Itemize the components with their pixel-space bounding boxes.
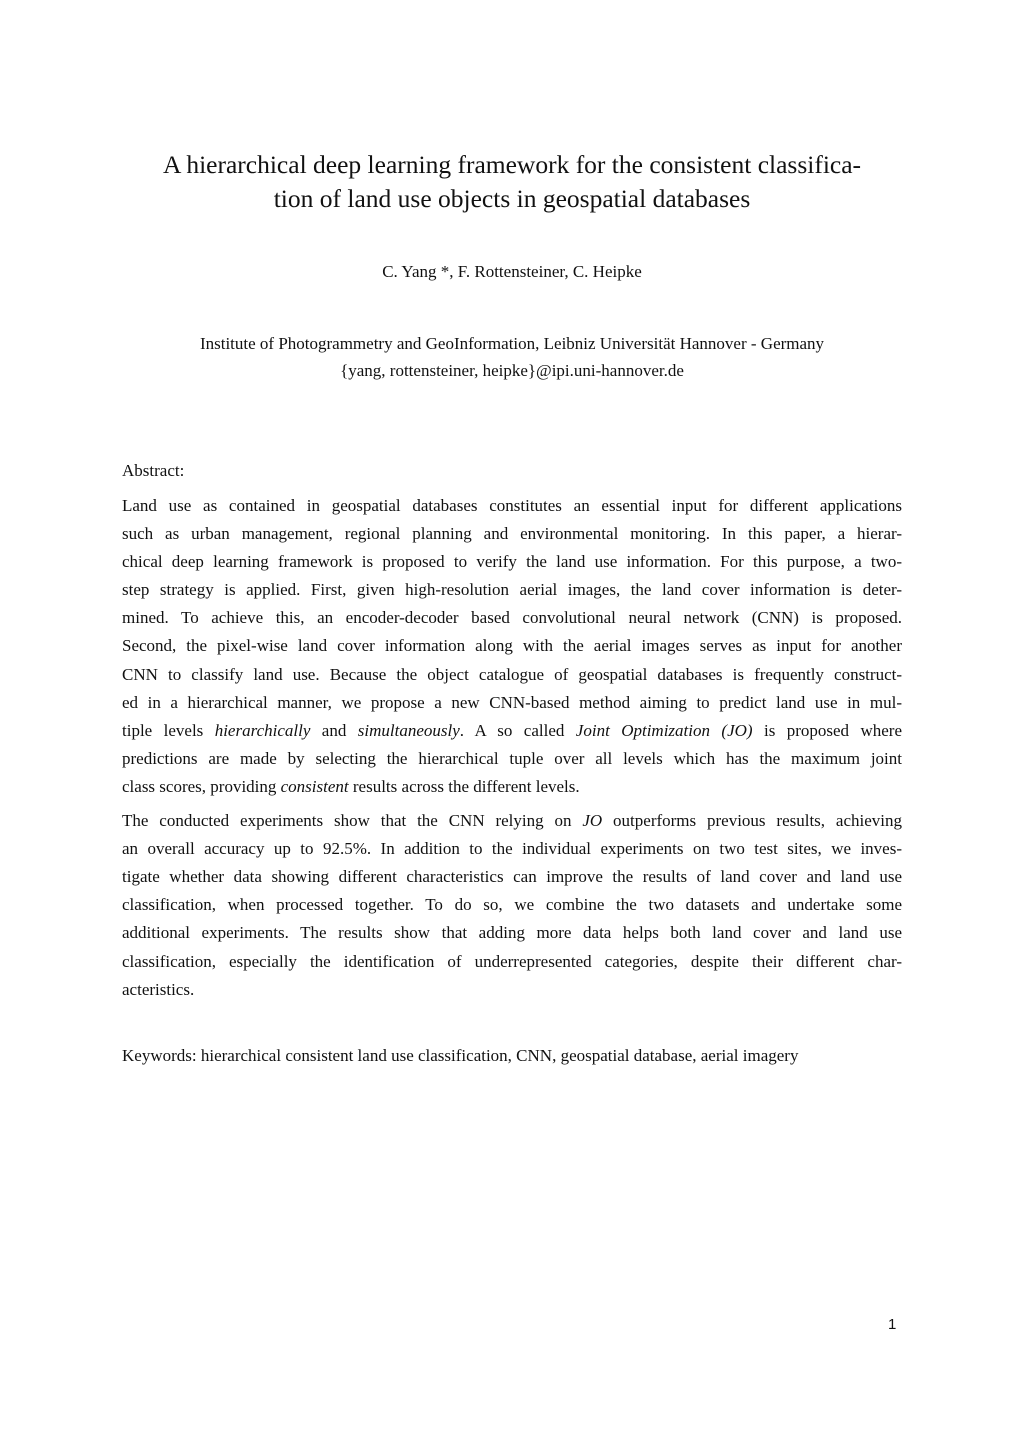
text-segment: is proposed where [752, 720, 903, 740]
abstract-body [122, 492, 902, 1004]
text-segment: tiple levels [122, 720, 215, 740]
text-line [122, 661, 902, 689]
text-line [122, 689, 902, 717]
text-segment: chical deep learning framework is proposed to verify the land use information. For this purpose, a two- [122, 552, 902, 572]
text-segment: class scores, providing [122, 776, 281, 796]
text-line [122, 604, 902, 632]
text-segment: classification, especially the identification of underrepresented categories, despite their different char- [122, 951, 902, 971]
text-segment: . A so called [459, 720, 576, 740]
text-line [122, 773, 902, 801]
text-segment: predictions are made by selecting the hierarchical tuple over all levels which has the maximum joint [122, 748, 902, 768]
text-line [122, 807, 902, 835]
text-segment: Second, the pixel-wise land cover information along with the aerial images serves as input for another [122, 636, 902, 656]
text-line [122, 891, 902, 919]
text-line [122, 835, 902, 863]
text-segment: classification, when processed together. To do so, we combine the two datasets and undertake some [122, 895, 902, 915]
text-segment: Land use as contained in geospatial databases constitutes an essential input for different applications [122, 496, 902, 515]
text-line [122, 492, 902, 520]
text-segment: The conducted experiments show that the CNN relying on [122, 811, 583, 831]
affiliation: Institute of Photogrammetry and GeoInformation, Leibniz Universität Hannover - Germany [199, 334, 825, 353]
text-segment: outperforms previous results, achieving [602, 811, 902, 831]
text-segment: tigate whether data showing different characteristics can improve the results of land cover and land use [122, 867, 902, 887]
italic-text: simultaneously [357, 720, 460, 740]
italic-text: consistent [280, 776, 349, 796]
text-line [122, 919, 902, 947]
text-segment: acteristics. [122, 979, 195, 999]
text-line [122, 863, 902, 891]
keywords: Keywords: hierarchical consistent land use classification, CNN, geospatial database, aerial imagery [122, 1046, 799, 1065]
text-segment: ed in a hierarchical manner, we propose a new CNN-based method aiming to predict land use in mul- [122, 692, 902, 712]
text-segment: an overall accuracy up to 92.5%. In addition to the individual experiments on two test sites, we inves- [122, 839, 902, 859]
text-segment: step strategy is applied. First, given high-resolution aerial images, the land cover information is deter- [122, 580, 902, 600]
page-number: 1 [888, 1316, 897, 1333]
italic-text: JO [582, 811, 603, 831]
paper-title [0, 148, 1024, 216]
text-line [122, 948, 902, 976]
text-line [122, 745, 902, 773]
title-line: tion of land use objects in geospatial databases [273, 184, 751, 213]
text-line [122, 548, 902, 576]
text-line [122, 520, 902, 548]
text-line [122, 632, 902, 660]
text-segment: such as urban management, regional planning and environmental monitoring. In this paper, a hierar- [122, 524, 902, 544]
text-line [122, 576, 902, 604]
italic-text: hierarchically [214, 720, 311, 740]
text-segment: mined. To achieve this, an encoder-decoder based convolutional neural network (CNN) is proposed. [122, 608, 902, 628]
text-segment: and [310, 720, 358, 740]
author-emails: {yang, rottensteiner, heipke}@ipi.uni-hannover.de [340, 361, 684, 380]
text-line [122, 717, 902, 745]
text-segment: results across the different levels. [348, 776, 580, 796]
abstract-paragraph [122, 492, 902, 801]
abstract-label: Abstract: [122, 461, 185, 480]
text-segment: CNN to classify land use. Because the object catalogue of geospatial databases is frequently construct- [122, 664, 902, 684]
text-line [122, 976, 902, 1004]
title-line: A hierarchical deep learning framework for the consistent classifica- [162, 150, 862, 179]
text-segment: additional experiments. The results show that adding more data helps both land cover and land use [122, 923, 902, 943]
abstract-paragraph [122, 807, 902, 1004]
authors: C. Yang *, F. Rottensteiner, C. Heipke [382, 262, 642, 281]
italic-text: Joint Optimization (JO) [575, 720, 753, 740]
